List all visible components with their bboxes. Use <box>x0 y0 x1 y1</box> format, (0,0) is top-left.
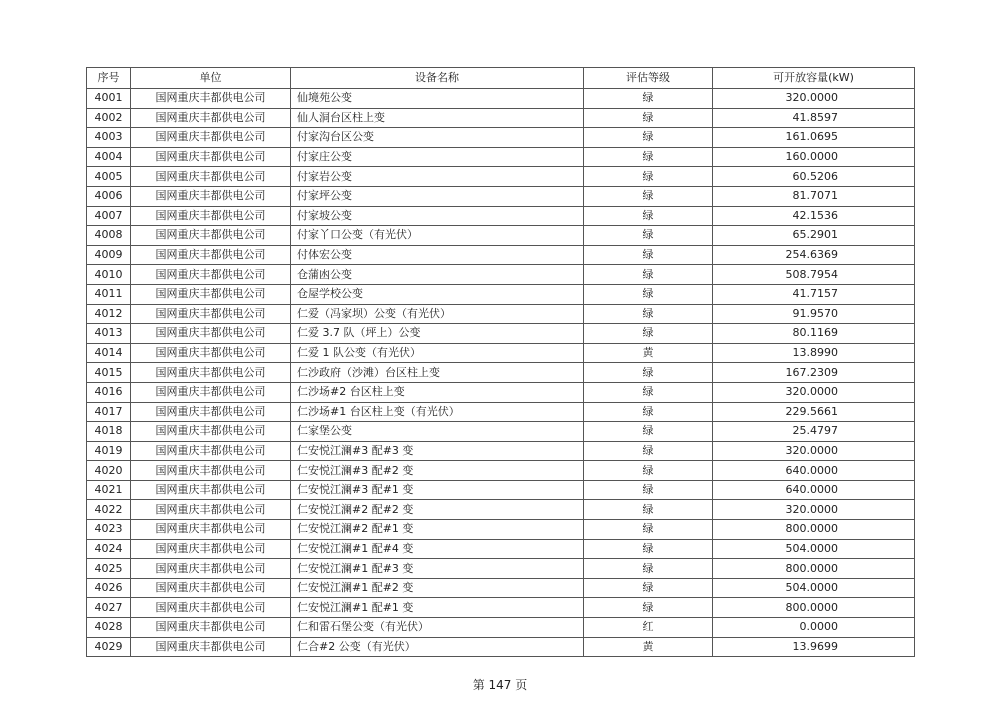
cell-unit: 国网重庆丰都供电公司 <box>131 402 291 422</box>
cell-unit: 国网重庆丰都供电公司 <box>131 284 291 304</box>
table-row <box>87 186 915 206</box>
cell-unit: 国网重庆丰都供电公司 <box>131 89 291 109</box>
cell-capacity: 25.4797 <box>713 422 915 442</box>
table-row <box>87 578 915 598</box>
cell-capacity: 41.8597 <box>713 108 915 128</box>
cell-device-name: 仁安悦江澜#3 配#3 变 <box>291 441 584 461</box>
cell-rating: 绿 <box>584 539 713 559</box>
cell-index: 4007 <box>87 206 131 226</box>
cell-device-name: 付家沟台区公变 <box>291 128 584 148</box>
cell-index: 4020 <box>87 461 131 481</box>
cell-capacity: 504.0000 <box>713 578 915 598</box>
cell-unit: 国网重庆丰都供电公司 <box>131 618 291 638</box>
cell-index: 4019 <box>87 441 131 461</box>
table-row <box>87 324 915 344</box>
cell-rating: 绿 <box>584 480 713 500</box>
cell-index: 4027 <box>87 598 131 618</box>
cell-capacity: 167.2309 <box>713 363 915 383</box>
cell-index: 4024 <box>87 539 131 559</box>
cell-unit: 国网重庆丰都供电公司 <box>131 461 291 481</box>
cell-index: 4022 <box>87 500 131 520</box>
cell-index: 4014 <box>87 343 131 363</box>
cell-device-name: 付家坡公变 <box>291 206 584 226</box>
cell-index: 4017 <box>87 402 131 422</box>
cell-capacity: 0.0000 <box>713 618 915 638</box>
cell-rating: 绿 <box>584 128 713 148</box>
cell-device-name: 仁合#2 公变（有光伏） <box>291 637 584 657</box>
cell-rating: 绿 <box>584 598 713 618</box>
cell-capacity: 160.0000 <box>713 147 915 167</box>
cell-index: 4006 <box>87 186 131 206</box>
cell-capacity: 41.7157 <box>713 284 915 304</box>
table-row <box>87 128 915 148</box>
cell-unit: 国网重庆丰都供电公司 <box>131 265 291 285</box>
cell-index: 4003 <box>87 128 131 148</box>
cell-rating: 绿 <box>584 324 713 344</box>
cell-rating: 绿 <box>584 265 713 285</box>
cell-unit: 国网重庆丰都供电公司 <box>131 324 291 344</box>
cell-device-name: 仁安悦江澜#1 配#1 变 <box>291 598 584 618</box>
table-row <box>87 284 915 304</box>
cell-capacity: 320.0000 <box>713 382 915 402</box>
cell-capacity: 13.9699 <box>713 637 915 657</box>
table-row <box>87 226 915 246</box>
table-row <box>87 108 915 128</box>
table-row <box>87 304 915 324</box>
cell-capacity: 13.8990 <box>713 343 915 363</box>
cell-device-name: 仁安悦江澜#2 配#2 变 <box>291 500 584 520</box>
cell-index: 4013 <box>87 324 131 344</box>
cell-index: 4012 <box>87 304 131 324</box>
cell-rating: 绿 <box>584 284 713 304</box>
cell-capacity: 504.0000 <box>713 539 915 559</box>
cell-index: 4001 <box>87 89 131 109</box>
cell-rating: 绿 <box>584 500 713 520</box>
cell-device-name: 付家岩公变 <box>291 167 584 187</box>
table-row <box>87 265 915 285</box>
cell-unit: 国网重庆丰都供电公司 <box>131 598 291 618</box>
cell-index: 4015 <box>87 363 131 383</box>
cell-unit: 国网重庆丰都供电公司 <box>131 539 291 559</box>
table-row <box>87 167 915 187</box>
cell-capacity: 65.2901 <box>713 226 915 246</box>
cell-unit: 国网重庆丰都供电公司 <box>131 108 291 128</box>
cell-unit: 国网重庆丰都供电公司 <box>131 147 291 167</box>
cell-index: 4016 <box>87 382 131 402</box>
cell-rating: 绿 <box>584 520 713 540</box>
cell-index: 4011 <box>87 284 131 304</box>
table-row <box>87 147 915 167</box>
table-row <box>87 480 915 500</box>
cell-capacity: 254.6369 <box>713 245 915 265</box>
table-row <box>87 637 915 657</box>
cell-device-name: 付体宏公变 <box>291 245 584 265</box>
cell-unit: 国网重庆丰都供电公司 <box>131 382 291 402</box>
cell-device-name: 仙境苑公变 <box>291 89 584 109</box>
cell-device-name: 仁爱 3.7 队（坪上）公变 <box>291 324 584 344</box>
table-row <box>87 402 915 422</box>
cell-rating: 绿 <box>584 363 713 383</box>
header-index: 序号 <box>87 68 131 89</box>
table-row <box>87 441 915 461</box>
cell-unit: 国网重庆丰都供电公司 <box>131 441 291 461</box>
cell-index: 4010 <box>87 265 131 285</box>
cell-rating: 绿 <box>584 578 713 598</box>
table-row <box>87 461 915 481</box>
cell-device-name: 仁安悦江澜#3 配#1 变 <box>291 480 584 500</box>
cell-unit: 国网重庆丰都供电公司 <box>131 226 291 246</box>
cell-device-name: 仓屋学校公变 <box>291 284 584 304</box>
cell-capacity: 640.0000 <box>713 480 915 500</box>
cell-unit: 国网重庆丰都供电公司 <box>131 578 291 598</box>
table-row <box>87 618 915 638</box>
cell-rating: 绿 <box>584 108 713 128</box>
table-row <box>87 206 915 226</box>
table-row <box>87 343 915 363</box>
cell-index: 4004 <box>87 147 131 167</box>
cell-device-name: 仁爱（冯家坝）公变（有光伏） <box>291 304 584 324</box>
cell-device-name: 仁沙政府（沙滩）台区柱上变 <box>291 363 584 383</box>
cell-index: 4005 <box>87 167 131 187</box>
cell-capacity: 320.0000 <box>713 441 915 461</box>
cell-rating: 绿 <box>584 402 713 422</box>
cell-capacity: 81.7071 <box>713 186 915 206</box>
table-row <box>87 539 915 559</box>
page-number: 第 147 页 <box>472 678 528 692</box>
cell-rating: 绿 <box>584 422 713 442</box>
cell-rating: 绿 <box>584 147 713 167</box>
cell-capacity: 60.5206 <box>713 167 915 187</box>
cell-capacity: 800.0000 <box>713 598 915 618</box>
table-row <box>87 500 915 520</box>
cell-rating: 绿 <box>584 382 713 402</box>
table-row <box>87 559 915 579</box>
cell-capacity: 80.1169 <box>713 324 915 344</box>
cell-index: 4021 <box>87 480 131 500</box>
cell-capacity: 800.0000 <box>713 520 915 540</box>
cell-unit: 国网重庆丰都供电公司 <box>131 559 291 579</box>
cell-unit: 国网重庆丰都供电公司 <box>131 637 291 657</box>
cell-capacity: 91.9570 <box>713 304 915 324</box>
cell-unit: 国网重庆丰都供电公司 <box>131 245 291 265</box>
cell-device-name: 仁沙场#2 台区柱上变 <box>291 382 584 402</box>
cell-index: 4028 <box>87 618 131 638</box>
cell-capacity: 640.0000 <box>713 461 915 481</box>
cell-capacity: 229.5661 <box>713 402 915 422</box>
table-row <box>87 422 915 442</box>
cell-capacity: 320.0000 <box>713 500 915 520</box>
table-row <box>87 598 915 618</box>
cell-rating: 绿 <box>584 226 713 246</box>
cell-index: 4018 <box>87 422 131 442</box>
cell-unit: 国网重庆丰都供电公司 <box>131 304 291 324</box>
capacity-table <box>86 67 915 657</box>
cell-index: 4029 <box>87 637 131 657</box>
cell-capacity: 800.0000 <box>713 559 915 579</box>
cell-rating: 绿 <box>584 461 713 481</box>
cell-rating: 绿 <box>584 167 713 187</box>
cell-index: 4009 <box>87 245 131 265</box>
cell-device-name: 仁安悦江澜#1 配#3 变 <box>291 559 584 579</box>
table-row <box>87 89 915 109</box>
cell-unit: 国网重庆丰都供电公司 <box>131 128 291 148</box>
cell-capacity: 42.1536 <box>713 206 915 226</box>
cell-device-name: 仁安悦江澜#3 配#2 变 <box>291 461 584 481</box>
cell-unit: 国网重庆丰都供电公司 <box>131 363 291 383</box>
cell-unit: 国网重庆丰都供电公司 <box>131 500 291 520</box>
header-capacity: 可开放容量(kW) <box>713 68 915 89</box>
cell-rating: 绿 <box>584 441 713 461</box>
cell-unit: 国网重庆丰都供电公司 <box>131 480 291 500</box>
cell-rating: 绿 <box>584 186 713 206</box>
cell-index: 4023 <box>87 520 131 540</box>
cell-device-name: 仙人洞台区柱上变 <box>291 108 584 128</box>
cell-rating: 黄 <box>584 343 713 363</box>
cell-index: 4008 <box>87 226 131 246</box>
cell-device-name: 仁安悦江澜#1 配#2 变 <box>291 578 584 598</box>
cell-device-name: 仁安悦江澜#1 配#4 变 <box>291 539 584 559</box>
cell-capacity: 161.0695 <box>713 128 915 148</box>
table-row <box>87 363 915 383</box>
cell-device-name: 仓蒲凼公变 <box>291 265 584 285</box>
cell-rating: 黄 <box>584 637 713 657</box>
cell-unit: 国网重庆丰都供电公司 <box>131 343 291 363</box>
header-unit: 单位 <box>131 68 291 89</box>
cell-rating: 绿 <box>584 245 713 265</box>
cell-unit: 国网重庆丰都供电公司 <box>131 206 291 226</box>
cell-unit: 国网重庆丰都供电公司 <box>131 167 291 187</box>
header-rating: 评估等级 <box>584 68 713 89</box>
cell-index: 4026 <box>87 578 131 598</box>
table-header-row <box>87 68 915 89</box>
cell-rating: 绿 <box>584 559 713 579</box>
cell-index: 4002 <box>87 108 131 128</box>
cell-device-name: 仁安悦江澜#2 配#1 变 <box>291 520 584 540</box>
cell-device-name: 付家坪公变 <box>291 186 584 206</box>
cell-rating: 绿 <box>584 304 713 324</box>
table-row <box>87 245 915 265</box>
cell-capacity: 508.7954 <box>713 265 915 285</box>
cell-device-name: 付家庄公变 <box>291 147 584 167</box>
cell-device-name: 仁家堡公变 <box>291 422 584 442</box>
cell-rating: 红 <box>584 618 713 638</box>
cell-index: 4025 <box>87 559 131 579</box>
cell-device-name: 仁和雷石堡公变（有光伏） <box>291 618 584 638</box>
cell-unit: 国网重庆丰都供电公司 <box>131 422 291 442</box>
cell-device-name: 仁沙场#1 台区柱上变（有光伏） <box>291 402 584 422</box>
cell-rating: 绿 <box>584 89 713 109</box>
cell-rating: 绿 <box>584 206 713 226</box>
cell-unit: 国网重庆丰都供电公司 <box>131 520 291 540</box>
cell-device-name: 仁爱 1 队公变（有光伏） <box>291 343 584 363</box>
cell-unit: 国网重庆丰都供电公司 <box>131 186 291 206</box>
cell-device-name: 付家丫口公变（有光伏） <box>291 226 584 246</box>
table-row <box>87 520 915 540</box>
cell-capacity: 320.0000 <box>713 89 915 109</box>
table-row <box>87 382 915 402</box>
header-device-name: 设备名称 <box>291 68 584 89</box>
